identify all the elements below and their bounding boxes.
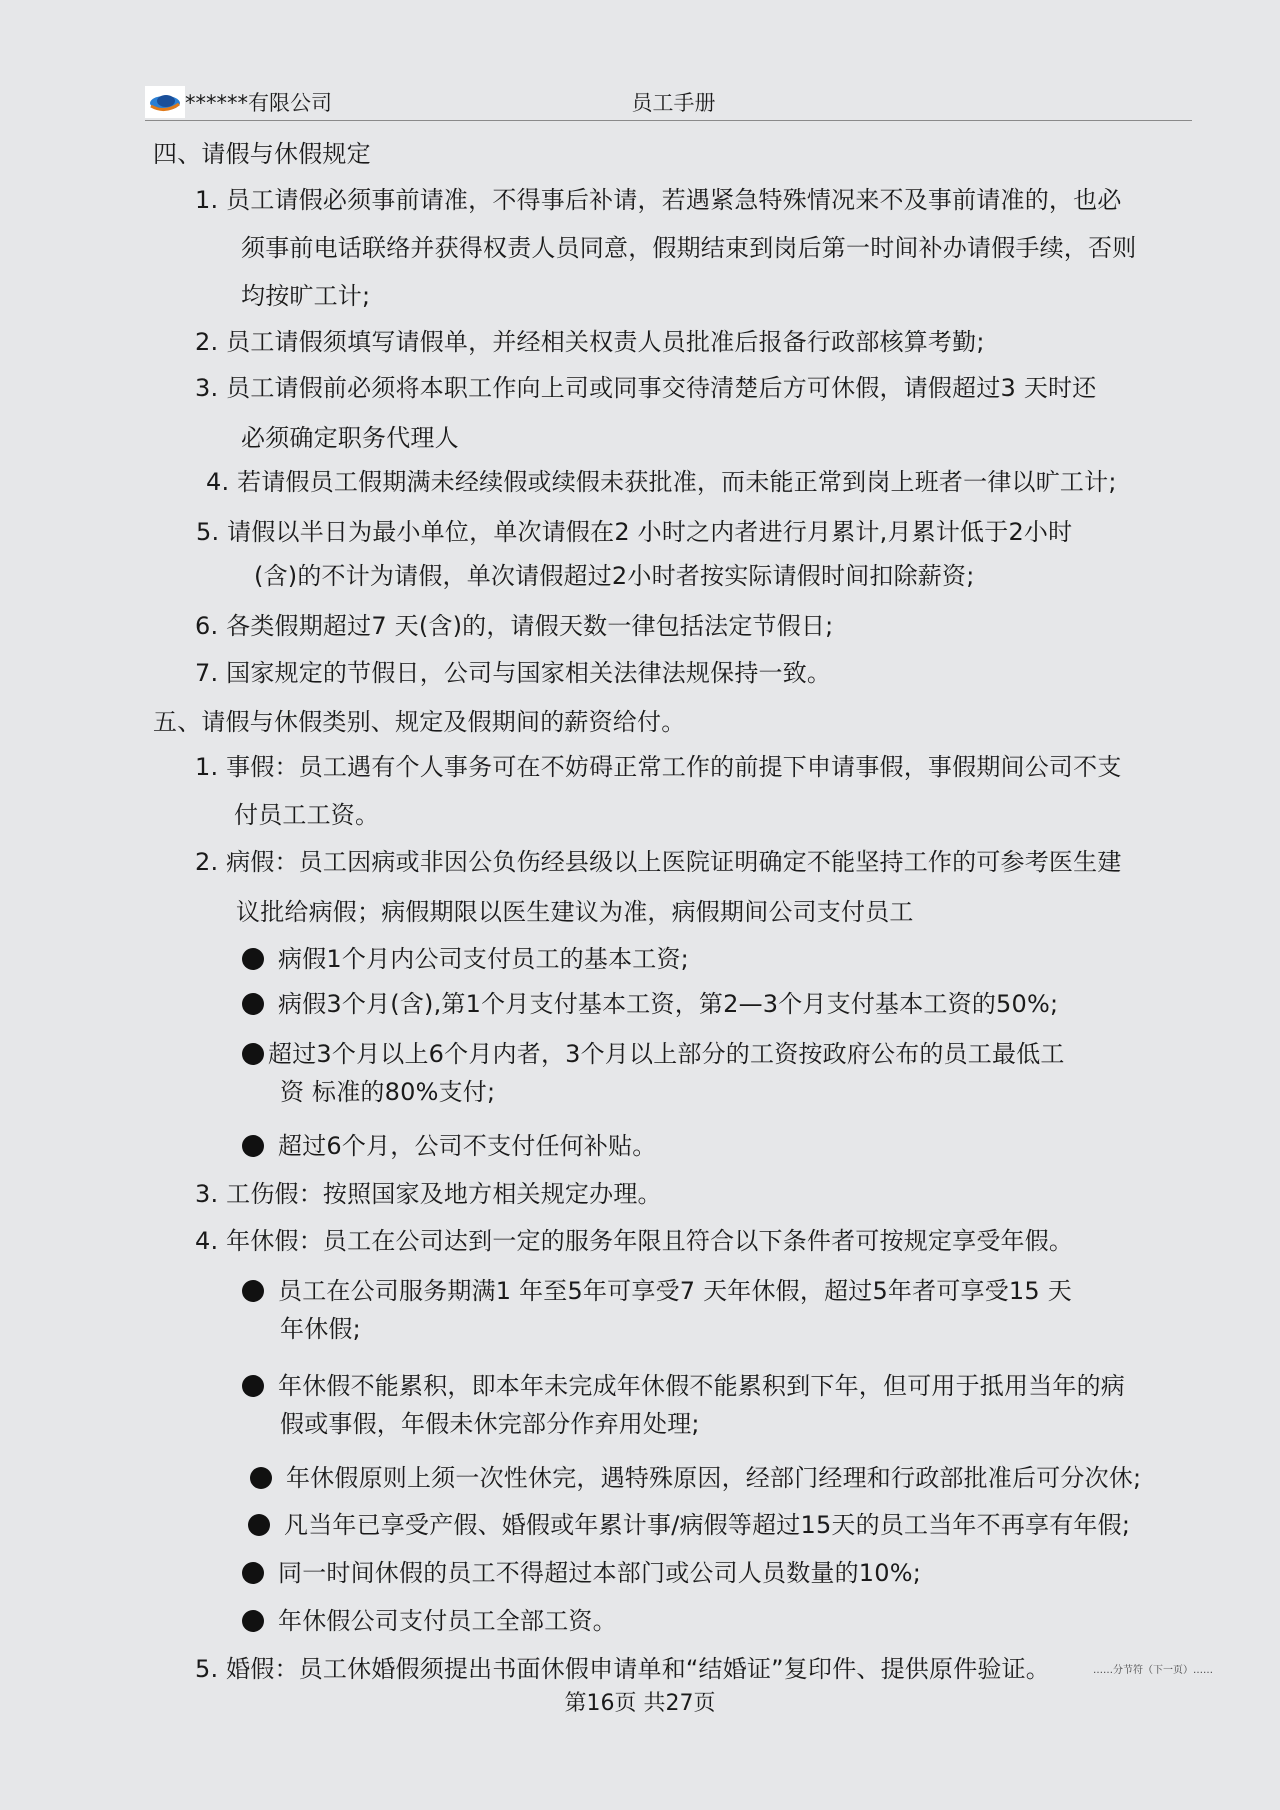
bullet-dot [248, 1514, 270, 1536]
sick-bullet-2: 病假3个月(含),第1个月支付基本工资，第2—3个月支付基本工资的50%; [242, 989, 1058, 1019]
section-5-title: 五、请假与休假类别、规定及假期间的薪资给付。 [153, 708, 686, 736]
sick-bullet-1: 病假1个月内公司支付员工的基本工资; [242, 944, 689, 974]
page-header [145, 84, 1192, 121]
page-number: 第16页 共27页 [564, 1691, 716, 1716]
s5-item3: 3. 工伤假：按照国家及地方相关规定办理。 [195, 1180, 662, 1208]
annual-bullet-3: 年休假原则上须一次性休完，遇特殊原因，经部门经理和行政部批准后可分次休; [250, 1463, 1141, 1493]
bullet-dot [242, 1135, 264, 1157]
s4-item3-line2: 必须确定职务代理人 [241, 424, 459, 452]
annual-bullet-5: 同一时间休假的员工不得超过本部门或公司人员数量的10%; [242, 1558, 921, 1588]
section-break-note: ……分节符（下一页）…… [1093, 1665, 1213, 1676]
s5-item1-line2: 付员工工资。 [234, 801, 380, 829]
bullet-dot [242, 993, 264, 1015]
s5-item1-line1: 1. 事假：员工遇有个人事务可在不妨碍正常工作的前提下申请事假，事假期间公司不支 [195, 753, 1122, 781]
handbook-title: 员工手册 [631, 91, 716, 115]
s4-item6: 6. 各类假期超过7 天(含)的，请假天数一律包括法定节假日; [195, 612, 834, 640]
annual-bullet-1-line2: 年休假; [280, 1315, 361, 1343]
bullet-dot [242, 1280, 264, 1302]
sick-bullet-4: 超过6个月，公司不支付任何补贴。 [242, 1131, 656, 1161]
s4-item1-line3: 均按旷工计; [241, 282, 371, 310]
s5-item5: 5. 婚假：员工休婚假须提出书面休假申请单和“结婚证”复印件、提供原件验证。 [195, 1655, 1050, 1683]
s4-item3-line1: 3. 员工请假前必须将本职工作向上司或同事交待清楚后方可休假，请假超过3 天时还 [195, 374, 1097, 402]
s5-item2-line2: 议批给病假；病假期限以医生建议为准，病假期间公司支付员工 [236, 898, 914, 926]
bullet-dot [250, 1467, 272, 1489]
s4-item1-line1: 1. 员工请假必须事前请准，不得事后补请，若遇紧急特殊情况来不及事前请准的，也必 [195, 186, 1122, 214]
s4-item5-line1: 5. 请假以半日为最小单位，单次请假在2 小时之内者进行月累计,月累计低于2小时 [196, 518, 1073, 546]
s4-item1-line2: 须事前电话联络并获得权责人员同意，假期结束到岗后第一时间补办请假手续，否则 [241, 234, 1137, 262]
bullet-dot [242, 1375, 264, 1397]
s4-item2: 2. 员工请假须填写请假单，并经相关权责人员批准后报备行政部核算考勤; [195, 328, 985, 356]
bullet-dot [242, 1043, 264, 1065]
bullet-dot [242, 948, 264, 970]
sick-bullet-3: 超过3个月以上6个月内者，3个月以上部分的工资按政府公布的员工最低工 [242, 1039, 1065, 1069]
bullet-dot [242, 1562, 264, 1584]
annual-bullet-2-line2: 假或事假，年假未休完部分作弃用处理; [280, 1410, 700, 1438]
s5-item2-line1: 2. 病假：员工因病或非因公负伤经县级以上医院证明确定不能坚持工作的可参考医生建 [195, 848, 1122, 876]
s5-item4: 4. 年休假：员工在公司达到一定的服务年限且符合以下条件者可按规定享受年假。 [195, 1227, 1074, 1255]
company-name: ******有限公司 [185, 91, 332, 115]
s4-item5-line2: (含)的不计为请假，单次请假超过2小时者按实际请假时间扣除薪资; [254, 562, 975, 590]
annual-bullet-6: 年休假公司支付员工全部工资。 [242, 1606, 617, 1636]
s4-item7: 7. 国家规定的节假日，公司与国家相关法律法规保持一致。 [195, 659, 832, 687]
bullet-dot [242, 1610, 264, 1632]
annual-bullet-1: 员工在公司服务期满1 年至5年可享受7 天年休假，超过5年者可享受15 天 [242, 1276, 1072, 1306]
section-4-title: 四、请假与休假规定 [153, 140, 371, 168]
sick-bullet-3-line2: 资 标准的80%支付; [280, 1078, 496, 1106]
annual-bullet-2: 年休假不能累积，即本年未完成年休假不能累积到下年，但可用于抵用当年的病 [242, 1371, 1125, 1401]
s4-item4: 4. 若请假员工假期满未经续假或续假未获批准，而未能正常到岗上班者一律以旷工计; [206, 468, 1117, 496]
annual-bullet-4: 凡当年已享受产假、婚假或年累计事/病假等超过15天的员工当年不再享有年假; [248, 1510, 1130, 1540]
